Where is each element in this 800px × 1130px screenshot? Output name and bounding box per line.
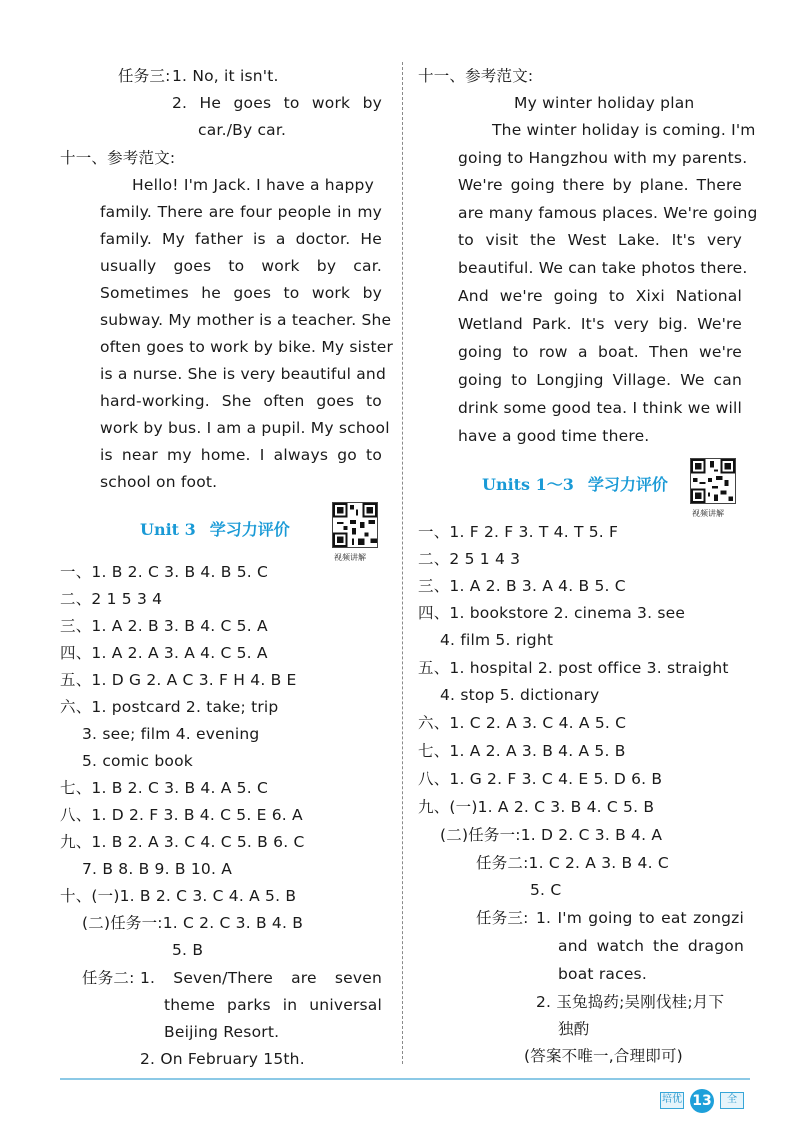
answer-row: 九、(一)1. A 2. C 3. B 4. C 5. B	[418, 798, 655, 816]
essay2-line: Wetland Park. It's very big. We're	[458, 315, 742, 333]
answer-row: 3. see; film 4. evening	[82, 725, 260, 743]
answer-row: 八、1. D 2. F 3. B 4. C 5. E 6. A	[60, 806, 303, 824]
task3-label: 任务三:	[476, 909, 529, 927]
section-11-label: 十一、参考范文:	[60, 149, 176, 167]
essay1-line: school on foot.	[100, 473, 218, 491]
answer-row: 7. B 8. B 9. B 10. A	[82, 860, 233, 878]
essay1-line: often goes to work by bike. My sister	[100, 338, 394, 356]
answer-row: 六、1. C 2. A 3. C 4. A 5. C	[418, 714, 627, 732]
task3-answer-2a: 2. 玉兔捣药;吴刚伐桂;月下	[536, 993, 725, 1011]
answer-row: 七、1. A 2. A 3. B 4. A 5. B	[418, 742, 626, 760]
answer-row: 六、1. postcard 2. take; trip	[60, 698, 279, 716]
answer-row: 任务二:1. C 2. A 3. B 4. C	[476, 854, 669, 872]
essay1-line: usually goes to work by car.	[100, 257, 382, 275]
unit3-title-cn: 学习力评价	[209, 520, 290, 539]
essay1-line: Hello! I'm Jack. I have a happy	[132, 176, 374, 194]
task2-answer-1c: Beijing Resort.	[164, 1023, 280, 1041]
answer-row: 九、1. B 2. A 3. C 4. C 5. B 6. C	[60, 833, 305, 851]
page-number-badge	[660, 1089, 748, 1113]
task3-answer-1c: boat races.	[558, 965, 647, 983]
section-11-label: 十一、参考范文:	[418, 67, 534, 85]
essay1-line: family. There are four people in my	[100, 203, 382, 221]
essay1-line: is near my home. I always go to	[100, 446, 382, 464]
answer-row: 4. film 5. right	[440, 631, 554, 649]
task2-answer-1a: 1. Seven/There are seven	[140, 969, 382, 987]
answer-row: 5. B	[172, 941, 204, 959]
essay2-line: are many famous places. We're going	[458, 204, 758, 222]
footer-rule	[60, 1078, 750, 1080]
essay2-line: We're going there by plane. There	[458, 176, 742, 194]
answer-row: 一、1. B 2. C 3. B 4. B 5. C	[60, 563, 269, 581]
answer-row: 四、1. bookstore 2. cinema 3. see	[418, 604, 686, 622]
column-divider	[402, 62, 403, 1064]
essay2-line: The winter holiday is coming. I'm	[492, 121, 756, 139]
answer-row: 二、2 1 5 3 4	[60, 590, 163, 608]
essay2-line: And we're going to Xixi National	[458, 287, 742, 305]
answer-row: 七、1. B 2. C 3. B 4. A 5. C	[60, 779, 269, 797]
qr-code-icon[interactable]	[690, 458, 736, 504]
answer-row: 5. C	[530, 881, 562, 899]
essay2-line: beautiful. We can take photos there.	[458, 259, 748, 277]
qr-caption: 视频讲解	[692, 509, 724, 518]
answer-row: 三、1. A 2. B 3. A 4. B 5. C	[418, 577, 626, 595]
unit3-title-en: Unit 3	[140, 520, 196, 539]
answer-row: 五、1. hospital 2. post office 3. straight	[418, 659, 729, 677]
task3-answer-1: 1. No, it isn't.	[172, 67, 279, 85]
essay1-line: family. My father is a doctor. He	[100, 230, 382, 248]
task3-answer-2b: car./By car.	[198, 121, 287, 139]
essay1-line: work by bus. I am a pupil. My school	[100, 419, 390, 437]
answer-row: (二)任务一:1. D 2. C 3. B 4. A	[440, 826, 663, 844]
task2-label: 任务二:	[82, 969, 135, 987]
task3-answer-2a: 2. He goes to work by	[172, 94, 382, 112]
units-1-3-title	[482, 472, 668, 495]
page-number: 13	[690, 1089, 714, 1113]
answer-row: 五、1. D G 2. A C 3. F H 4. B E	[60, 671, 297, 689]
essay1-line: Sometimes he goes to work by	[100, 284, 382, 302]
task3-answer-1b: and watch the dragon	[558, 937, 744, 955]
essay2-line: have a good time there.	[458, 427, 650, 445]
answer-row: 八、1. G 2. F 3. C 4. E 5. D 6. B	[418, 770, 663, 788]
answer-row: 一、1. F 2. F 3. T 4. T 5. F	[418, 523, 619, 541]
task3-label: 任务三:	[118, 67, 171, 85]
answer-note: (答案不唯一,合理即可)	[524, 1047, 683, 1065]
answer-row: 四、1. A 2. A 3. A 4. C 5. A	[60, 644, 268, 662]
footer-left-tag: 培优	[660, 1092, 684, 1109]
answer-row: 4. stop 5. dictionary	[440, 686, 600, 704]
answer-row: 二、2 5 1 4 3	[418, 550, 521, 568]
essay2-line: to visit the West Lake. It's very	[458, 231, 742, 249]
task2-answer-1b: theme parks in universal	[164, 996, 382, 1014]
essay2-line: going to Longjing Village. We can	[458, 371, 742, 389]
unit3-title	[140, 517, 290, 540]
essay1-line: subway. My mother is a teacher. She	[100, 311, 392, 329]
units-title-en: Units 1～3	[482, 475, 574, 494]
units-title-cn: 学习力评价	[587, 475, 668, 494]
footer-right-tag: 全	[720, 1092, 744, 1109]
essay1-line: is a nurse. She is very beautiful and	[100, 365, 386, 383]
essay2-line: drink some good tea. I think we will	[458, 399, 742, 417]
answer-row: 三、1. A 2. B 3. B 4. C 5. A	[60, 617, 268, 635]
answer-row: 十、(一)1. B 2. C 3. C 4. A 5. B	[60, 887, 297, 905]
answer-row: (二)任务一:1. C 2. C 3. B 4. B	[82, 914, 304, 932]
qr-code-icon[interactable]	[332, 502, 378, 548]
essay2-line: going to row a boat. Then we're	[458, 343, 742, 361]
essay2-title: My winter holiday plan	[514, 94, 695, 112]
essay2-line: going to Hangzhou with my parents.	[458, 149, 748, 167]
task2-answer-2: 2. On February 15th.	[140, 1050, 305, 1068]
essay1-line: hard-working. She often goes to	[100, 392, 382, 410]
task3-answer-2b: 独酌	[558, 1020, 590, 1038]
task3-answer-1a: 1. I'm going to eat zongzi	[536, 909, 744, 927]
answer-row: 5. comic book	[82, 752, 193, 770]
qr-caption: 视频讲解	[334, 553, 366, 562]
